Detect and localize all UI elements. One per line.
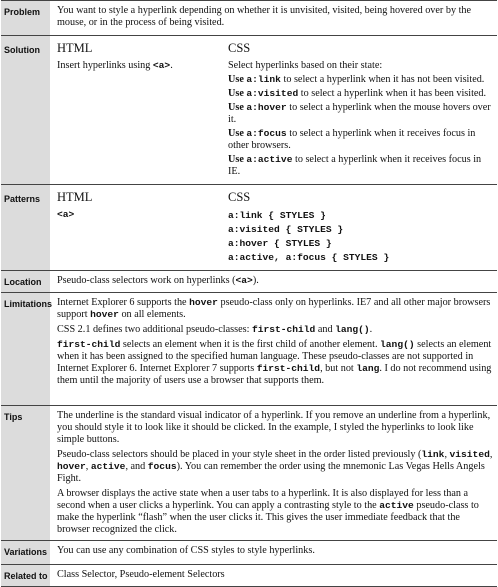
- patterns-css-col: [228, 190, 493, 265]
- paragraph: A browser displays the active state when a user tabs to a hyperlink. It is also displayed for less than a second when a user clicks a hyperlink. You can apply a contrasting style to the active pseudo-class to make the hyperlink “flash” when the user clicks it. This gives the user immediate feedback that the browser recognized the click.: [57, 488, 479, 535]
- row-location: [1, 271, 497, 293]
- reference-table: [1, 0, 497, 587]
- column-heading: CSS: [228, 190, 251, 204]
- solution-html-col: HTML Insert hyperlinks using <a>.: [57, 41, 228, 180]
- row-tips: [1, 406, 497, 541]
- column-heading: HTML: [57, 190, 93, 204]
- tips-content: [50, 406, 497, 541]
- paragraph: Internet Explorer 6 supports the hover pseudo-class only on hyperlinks. IE7 and all other major browsers support hover on all elements.: [57, 297, 491, 320]
- patterns-content: [50, 185, 497, 271]
- row-limitations: [1, 293, 497, 406]
- paragraph: CSS 2.1 defines two additional pseudo-classes: first-child and lang().: [57, 324, 373, 335]
- related-text: Class Selector, Pseudo-element Selectors: [57, 569, 225, 580]
- rule-item: Use a:link to select a hyperlink when it has not been visited.: [228, 74, 485, 85]
- rule-item: Use a:focus to select a hyperlink when it receives focus in other browsers.: [228, 128, 476, 151]
- row-related: [1, 565, 497, 587]
- row-patterns: [1, 185, 497, 271]
- row-problem: [1, 1, 497, 36]
- pattern-line: a:active, a:focus { STYLES }: [228, 252, 390, 263]
- row-label: Variations: [1, 541, 50, 565]
- pattern-line: a:link { STYLES }: [228, 210, 326, 221]
- rule-item: Use a:visited to select a hyperlink when it has been visited.: [228, 88, 487, 99]
- row-label: Solution: [1, 36, 50, 185]
- patterns-html-col: HTML <a>: [57, 190, 228, 265]
- problem-text: You want to style a hyperlink depending on whether it is unvisited, visited, being hovered over by the mouse, or in the process of being visited.: [57, 5, 472, 28]
- column-heading: HTML: [57, 41, 93, 55]
- location-text: Pseudo-class selectors work on hyperlinks (<a>).: [57, 275, 259, 286]
- row-variations: [1, 541, 497, 565]
- solution-css-col: CSS Select hyperlinks based on their state: Use a:link to select a hyperlink when it has not been visited. Use a:visited to select a hyperlink when it has been visited. Use a:hover to select a hyperlink when the mouse hovers over it. Use a:focus to select a hyperlink when it receives focus in other browsers. Use a:active to select a hyperlink when it receives focus in IE.: [228, 41, 493, 180]
- rule-item: Use a:hover to select a hyperlink when the mouse hovers over it.: [228, 102, 491, 125]
- row-label: Patterns: [1, 185, 50, 271]
- pattern-line: a:hover { STYLES }: [228, 238, 332, 249]
- paragraph: Pseudo-class selectors should be placed in your style sheet in the order listed previously (link, visited, hover, active, and focus). You can remember the order using the mnemonic Las Vegas Hells Angels Fight.: [57, 449, 493, 484]
- paragraph: The underline is the standard visual indicator of a hyperlink. If you remove an underline from a hyperlink, you should style it to look like it should be clicked. In the example, I styled the hyperlinks to look like simple buttons.: [57, 410, 491, 445]
- row-label: Location: [1, 271, 50, 293]
- row-label: Limitations: [1, 293, 50, 406]
- row-label: Problem: [1, 1, 50, 36]
- row-label: Tips: [1, 406, 50, 541]
- column-heading: CSS: [228, 41, 251, 55]
- row-solution: [1, 36, 497, 185]
- variations-text: You can use any combination of CSS styles to style hyperlinks.: [57, 545, 315, 556]
- pattern-line: a:visited { STYLES }: [228, 224, 344, 235]
- row-label: Related to: [1, 565, 50, 587]
- limitations-content: [50, 293, 497, 406]
- solution-content: [50, 36, 497, 185]
- paragraph: first-child selects an element when it is the first child of another element. lang() selects an element when it has been assigned to the specified human language. These pseudo-classes are not supported in Internet Explorer 6. Internet Explorer 7 supports first-child, but not lang. I do not recommend using them until the majority of users use a browser that supports them.: [57, 339, 492, 386]
- rule-item: Use a:active to select a hyperlink when it receives focus in IE.: [228, 154, 482, 177]
